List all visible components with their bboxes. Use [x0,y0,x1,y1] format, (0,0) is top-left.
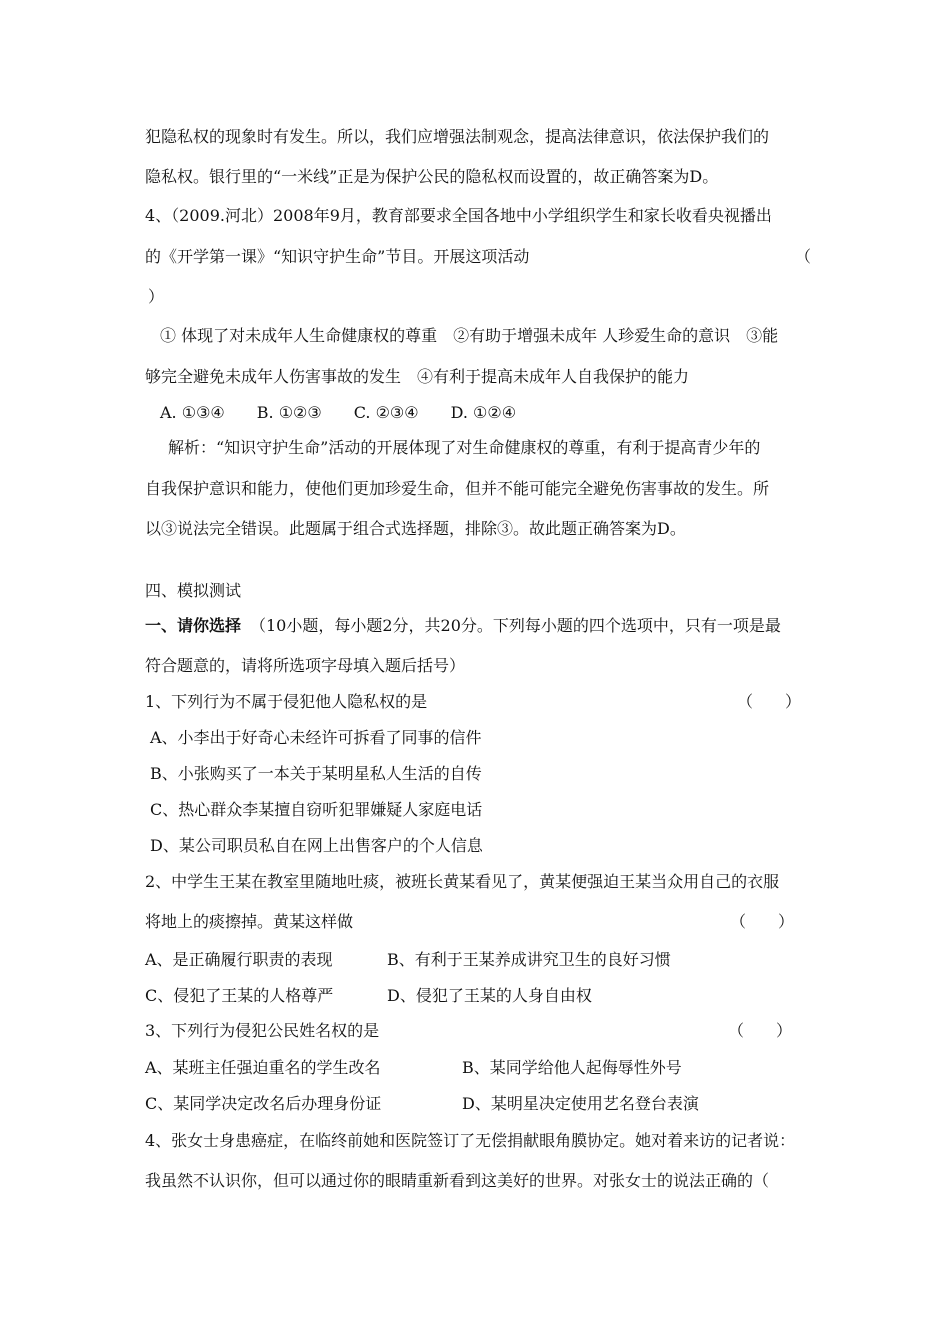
part-instructions: （10小题，每小题2分，共20分。下列每小题的四个选项中，只有一项是最 [250,616,781,635]
option-c: C、某同学决定改名后办理身份证 [145,1094,382,1113]
question-4: 4、张女士身患癌症，在临终前她和医院签订了无偿捐献眼角膜协定。她对着来访的记者说： [145,1131,796,1150]
text-line: 隐私权。银行里的“一米线”正是为保护公民的隐私权而设置的，故正确答案为D。 [145,167,719,186]
option-d: D、某明星决定使用艺名登台表演 [462,1094,699,1113]
answer-options: A. ①③④ B. ①②③ C. ②③④ D. ①②④ [160,403,517,422]
analysis-line: 解析：“知识守护生命”活动的开展体现了对生命健康权的尊重，有利于提高青少年的 [168,438,761,457]
option-a: A、是正确履行职责的表现 [145,950,333,969]
answer-paren-open: （ [795,247,812,266]
option-b: B、某同学给他人起侮辱性外号 [462,1058,682,1077]
question-2-cont: 将地上的痰擦掉。黄某这样做 [145,912,354,931]
question-1: 1、下列行为不属于侵犯他人隐私权的是 [145,692,428,711]
option-a: A、某班主任强迫重名的学生改名 [145,1058,381,1077]
analysis-line: 以③说法完全错误。此题属于组合式选择题，排除③。故此题正确答案为D。 [145,519,686,538]
question-4-cont: 我虽然不认识你，但可以通过你的眼睛重新看到这美好的世界。对张女士的说法正确的（ [145,1171,770,1190]
option-b: B、小张购买了一本关于某明星私人生活的自传 [150,764,482,783]
answer-blank: （ ） [737,692,802,711]
option-b: B、有利于王某养成讲究卫生的良好习惯 [387,950,671,969]
option-d: D、某公司职员私自在网上出售客户的个人信息 [150,836,483,855]
option-d: D、侵犯了王某的人身自由权 [387,986,592,1005]
answer-paren-close: ） [148,287,165,306]
option-c: C、侵犯了王某的人格尊严 [145,986,334,1005]
statement-line: ① 体现了对未成年人生命健康权的尊重 ②有助于增强未成年 人珍爱生命的意识 ③能 [160,326,779,345]
question-4-stem: 4、（2009.河北）2008年9月，教育部要求全国各地中小学组织学生和家长收看央视播出 [145,206,772,225]
part-instructions: 符合题意的，请将所选项字母填入题后括号） [145,656,466,675]
answer-blank: （ ） [730,912,795,931]
question-3: 3、下列行为侵犯公民姓名权的是 [145,1021,380,1040]
statement-line: 够完全避免未成年人伤害事故的发生 ④有利于提高未成年人自我保护的能力 [145,367,690,386]
option-a: A、小李出于好奇心未经许可拆看了同事的信件 [150,728,482,747]
section-title: 四、模拟测试 [145,581,242,600]
text-line: 的《开学第一课》“知识守护生命”节目。开展这项活动 [145,247,530,266]
text-line: 犯隐私权的现象时有发生。所以，我们应增强法制观念，提高法律意识，依法保护我们的 [145,127,770,146]
question-2: 2、中学生王某在教室里随地吐痰，被班长黄某看见了，黄某便强迫王某当众用自己的衣服 [145,872,780,891]
option-c: C、热心群众李某擅自窃听犯罪嫌疑人家庭电话 [150,800,483,819]
analysis-line: 自我保护意识和能力，使他们更加珍爱生命，但并不能可能完全避免伤害事故的发生。所 [145,479,770,498]
answer-blank: （ ） [728,1021,793,1040]
part-heading: 一、请你选择 [145,616,242,635]
